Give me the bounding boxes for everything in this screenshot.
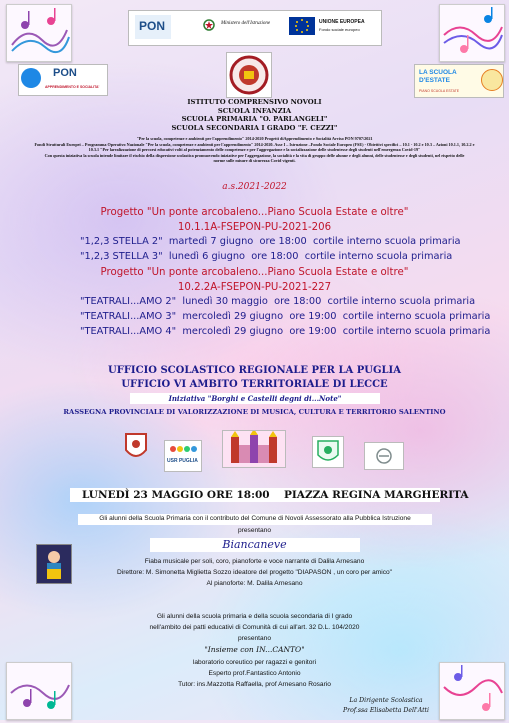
signature (336, 696, 436, 716)
event-date: lunedì 6 giugno (168, 251, 246, 262)
block1-intro: Gli alunni della Scuola Primaria con il contributo del Comune di Novoli Assessorato alla Pubblica Istruzione (78, 514, 432, 525)
event-place: cortile interno scuola primaria (304, 251, 453, 262)
signature-name: Prof.ssa Elisabetta Dell'Atti (342, 707, 430, 714)
project2-event-3 (80, 326, 490, 337)
funding-text (4, 136, 505, 164)
signature-role: La Dirigente Scolastica (349, 697, 423, 704)
school-line-2: SCUOLA INFANZIA (217, 106, 292, 115)
event-time: ore 18:00 (259, 236, 307, 247)
event-time: ore 18:00 (274, 296, 322, 307)
block2-line-4: Esperto prof.Fantastico Antonio (208, 670, 301, 677)
event-place: cortile interno scuola primaria (312, 236, 461, 247)
project1-title: Progetto "Un ponte arcobaleno...Piano Scuola Estate e oltre" (100, 207, 409, 218)
castle-image (222, 430, 286, 468)
project2-code: 10.2.2A-FSEPON-PU-2021-227 (177, 282, 332, 293)
ministero-label: Ministero dell'Istruzione (221, 21, 271, 26)
project2-event-2 (80, 311, 490, 322)
pon-logo (135, 15, 171, 39)
school-crest (226, 52, 272, 98)
scuola-estate-title: LA SCUOLA D'ESTATE (419, 69, 457, 84)
eu-flag-icon (289, 17, 315, 35)
office-heading (0, 364, 509, 392)
event-time: ore 18:00 (251, 251, 299, 262)
block2-line-1: Gli alunni della scuola primaria e della scuola secondaria di I grado (156, 613, 353, 620)
block2-line-5: Tutor: ins.Mazzotta Raffaella, prof Arnesano Rosario (178, 681, 331, 688)
event-date: mercoledì 29 giugno (182, 311, 284, 322)
event-name: "TEATRALI...AMO 3" (80, 311, 177, 322)
event-name: "1,2,3 STELLA 2" (80, 236, 163, 247)
office-line-1: UFFICIO SCOLASTICO REGIONALE PER LA PUGLIA (108, 365, 401, 376)
event-date: lunedì 30 maggio (182, 296, 268, 307)
block1-line-3: Al pianoforte: M. Dalila Arnesano (206, 580, 303, 587)
project1-code: 10.1.1A-FSEPON-PU-2021-206 (177, 222, 332, 233)
event-name: "TEATRALI...AMO 4" (80, 326, 177, 337)
usr-label: USR PUGLIA (167, 458, 198, 464)
block2-title: "Insieme con IN...CANTO" (204, 645, 305, 654)
block1-presenta: presentano (238, 527, 271, 534)
event-date: martedì 7 giugno (168, 236, 254, 247)
usr-puglia-logo (164, 440, 202, 472)
main-event-place: PIAZZA REGINA MARGHERITA (284, 489, 469, 501)
funding-line-2: Fondi Strutturali Europei – Programma Operativo Nazionale "Per la scuola, competenze e ambienti per l'apprendimento" 2014-2020. Asse I – Istruzione –Fondo Sociale Europeo (FSE) - Obiettivi specifici – 10.1 - 10.2 e 10.3 – Azioni 10.1.1, 10.2.2 e (34, 141, 475, 147)
sun-icon (481, 69, 503, 91)
project1-event-1 (80, 236, 461, 247)
office-line-2: UFFICIO VI AMBITO TERRITORIALE DI LECCE (121, 379, 388, 390)
school-line-1: ISTITUTO COMPRENSIVO NOVOLI (187, 98, 322, 106)
event-time: ore 19:00 (289, 326, 337, 337)
partner-logo (364, 442, 404, 470)
corner-music-image-tr (439, 4, 505, 62)
event-time: ore 19:00 (289, 311, 337, 322)
event-place: cortile interno scuola primaria (342, 326, 491, 337)
funding-line-4: Con questa iniziativa la scuola intende limitare il rischio della dispersione scolastica promuovendo iniziative per l'aggregazione, la socialità e la vita di gruppo delle alunne e degli alunni, delle studentesse e degli studenti, nel rispetto delle (44, 152, 465, 158)
biancaneve-title: Biancaneve (222, 538, 287, 551)
school-heading (0, 98, 509, 132)
initiative-label: Iniziativa "Borghi e Castelli degni di...Note" (130, 393, 380, 404)
municipality-crest (312, 436, 344, 468)
corner-music-image-tl (6, 4, 72, 62)
event-place: cortile interno scuola primaria (342, 311, 491, 322)
event-name: "TEATRALI...AMO 2" (80, 296, 177, 307)
event-place: cortile interno scuola primaria (327, 296, 476, 307)
school-line-3: SCUOLA PRIMARIA "O. PARLANGELI" (181, 115, 328, 124)
event-name: "1,2,3 STELLA 3" (80, 251, 163, 262)
badge-pon-text: PON (53, 67, 77, 79)
ue-sub-label: Fondo sociale europeo (319, 27, 360, 32)
funding-line-5: norme sulle misure di sicurezza Covid vigenti. (213, 158, 296, 163)
main-event-date: LUNEDÌ 23 MAGGIO ORE 18:00 (82, 489, 270, 501)
scuola-estate-sub: PIANO SCUOLA ESTATE (419, 89, 460, 93)
project2-event-1 (80, 296, 475, 307)
project2-title: Progetto "Un ponte arcobaleno...Piano Scuola Estate e oltre" (100, 267, 409, 278)
pon-logo-text: PON (139, 19, 166, 33)
pon-apprendimento-badge (18, 64, 108, 96)
badge-apprendimento-text: APPRENDIMENTO E SOCIALITA' (45, 85, 100, 89)
rassegna-label: RASSEGNA PROVINCIALE DI VALORIZZAZIONE DI MUSICA, CULTURA E TERRITORIO SALENTINO (63, 408, 446, 416)
project1-event-2 (80, 251, 452, 262)
top-logo-banner (128, 10, 382, 46)
funding-line-1: "Per la scuola, competenze e ambienti per l'apprendimento" 2014-2020 Progetti diApprendimento e Socialità Avviso PON 9707/2021 (136, 136, 373, 141)
block2-line-3: laboratorio coreutico per ragazzi e genitori (192, 659, 317, 666)
badge-globe-icon (21, 68, 41, 88)
school-line-4: SCUOLA SECONDARIA I GRADO "F. CEZZI" (171, 123, 338, 132)
block1-line-2: Direttore: M. Simonetta Miglietta Sozzo ideatore del progetto "DIAPASON , un coro per amico" (116, 569, 393, 576)
block2-line-2: nell'ambito dei patti educativi di Comunità di cui all'art. 32 D.L. 104/2020 (149, 624, 360, 631)
block2-presenta: presentano (238, 635, 271, 642)
ue-label: UNIONE EUROPEA (319, 19, 365, 25)
scuola-estate-badge (414, 64, 504, 98)
event-date: mercoledì 29 giugno (182, 326, 284, 337)
region-coat-of-arms-icon (124, 432, 148, 462)
block1-line-1: Fiaba musicale per soli, coro, pianoforte e voce narrante di Dalila Arnesano (144, 558, 365, 565)
school-year: a.s.2021-2022 (222, 182, 287, 192)
funding-line-3: 10.3.1 "Per larealizzazione di percorsi educativi volti al potenziamento delle competenze e per l'aggregazione e la socializzazione delle studentesse degli studenti nell'emergenza Covid-19" (88, 147, 421, 152)
republic-emblem-icon (203, 17, 215, 31)
